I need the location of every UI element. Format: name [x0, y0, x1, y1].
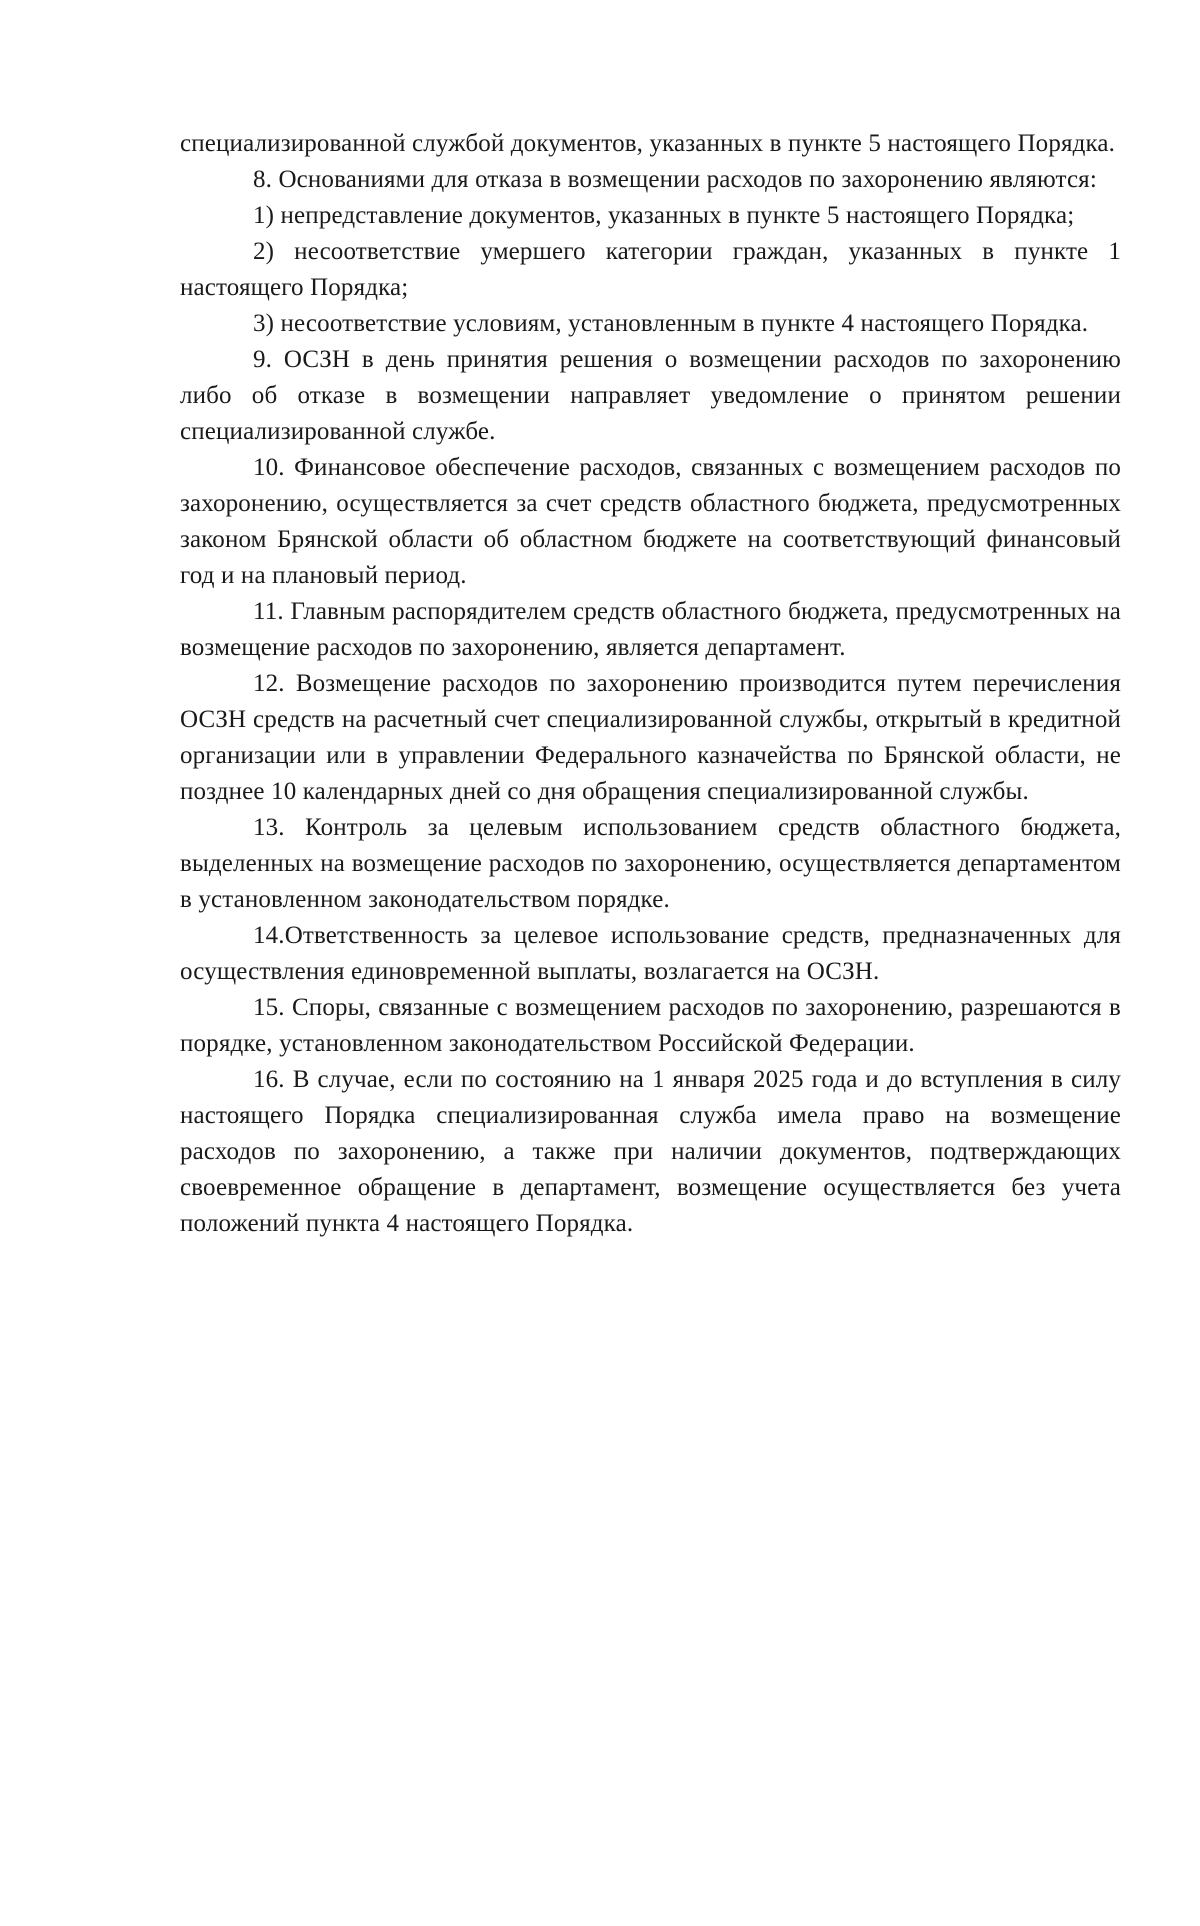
paragraph-item-16: 16. В случае, если по состоянию на 1 января 2025 года и до вступления в силу настоящего Порядка специализированная служба имела право на возмещение расходов по захоронению, а также при наличии документов, подтверждающих своевременное обращение в департамент, возмещение осуществляется без учета положений пункта 4 настоящего Порядка. — [180, 1066, 1121, 1237]
paragraph-subitem-2: 2) несоответствие умершего категории граждан, указанных в пункте 1 настоящего Порядка; — [180, 238, 1121, 301]
paragraph-item-8: 8. Основаниями для отказа в возмещении расходов по захоронению являются: — [253, 166, 1097, 193]
paragraph-subitem-1: 1) непредставление документов, указанных в пункте 5 настоящего Порядка; — [253, 202, 1075, 229]
paragraph-item-10: 10. Финансовое обеспечение расходов, связанных с возмещением расходов по захоронению, осуществляется за счет средств областного бюджета, предусмотренных законом Брянской области об областном бюджете на соответствующий финансовый год и на плановый период. — [180, 454, 1121, 589]
paragraph-item-12: 12. Возмещение расходов по захоронению производится путем перечисления ОСЗН средств на расчетный счет специализированной службы, открытый в кредитной организации или в управлении Федерального казначейства по Брянской области, не позднее 10 календарных дней со дня обращения специализированной службы. — [180, 670, 1121, 805]
paragraph-item-11: 11. Главным распорядителем средств областного бюджета, предусмотренных на возмещение расходов по захоронению, является департамент. — [180, 598, 1121, 661]
document-body — [180, 126, 1121, 1242]
paragraph-item-14: 14.Ответственность за целевое использование средств, предназначенных для осуществления единовременной выплаты, возлагается на ОСЗН. — [180, 922, 1121, 985]
paragraph-continuation: специализированной службой документов, указанных в пункте 5 настоящего Порядка. — [180, 130, 1116, 157]
paragraph-item-13: 13. Контроль за целевым использованием средств областного бюджета, выделенных на возмещение расходов по захоронению, осуществляется департаментом в установленном законодательством порядке. — [180, 814, 1121, 913]
paragraph-item-9: 9. ОСЗН в день принятия решения о возмещении расходов по захоронению либо об отказе в возмещении направляет уведомление о принятом решении специализированной службе. — [180, 346, 1121, 445]
paragraph-subitem-3: 3) несоответствие условиям, установленным в пункте 4 настоящего Порядка. — [253, 310, 1089, 337]
paragraph-item-15: 15. Споры, связанные с возмещением расходов по захоронению, разрешаются в порядке, установленном законодательством Российской Федерации. — [180, 994, 1121, 1057]
